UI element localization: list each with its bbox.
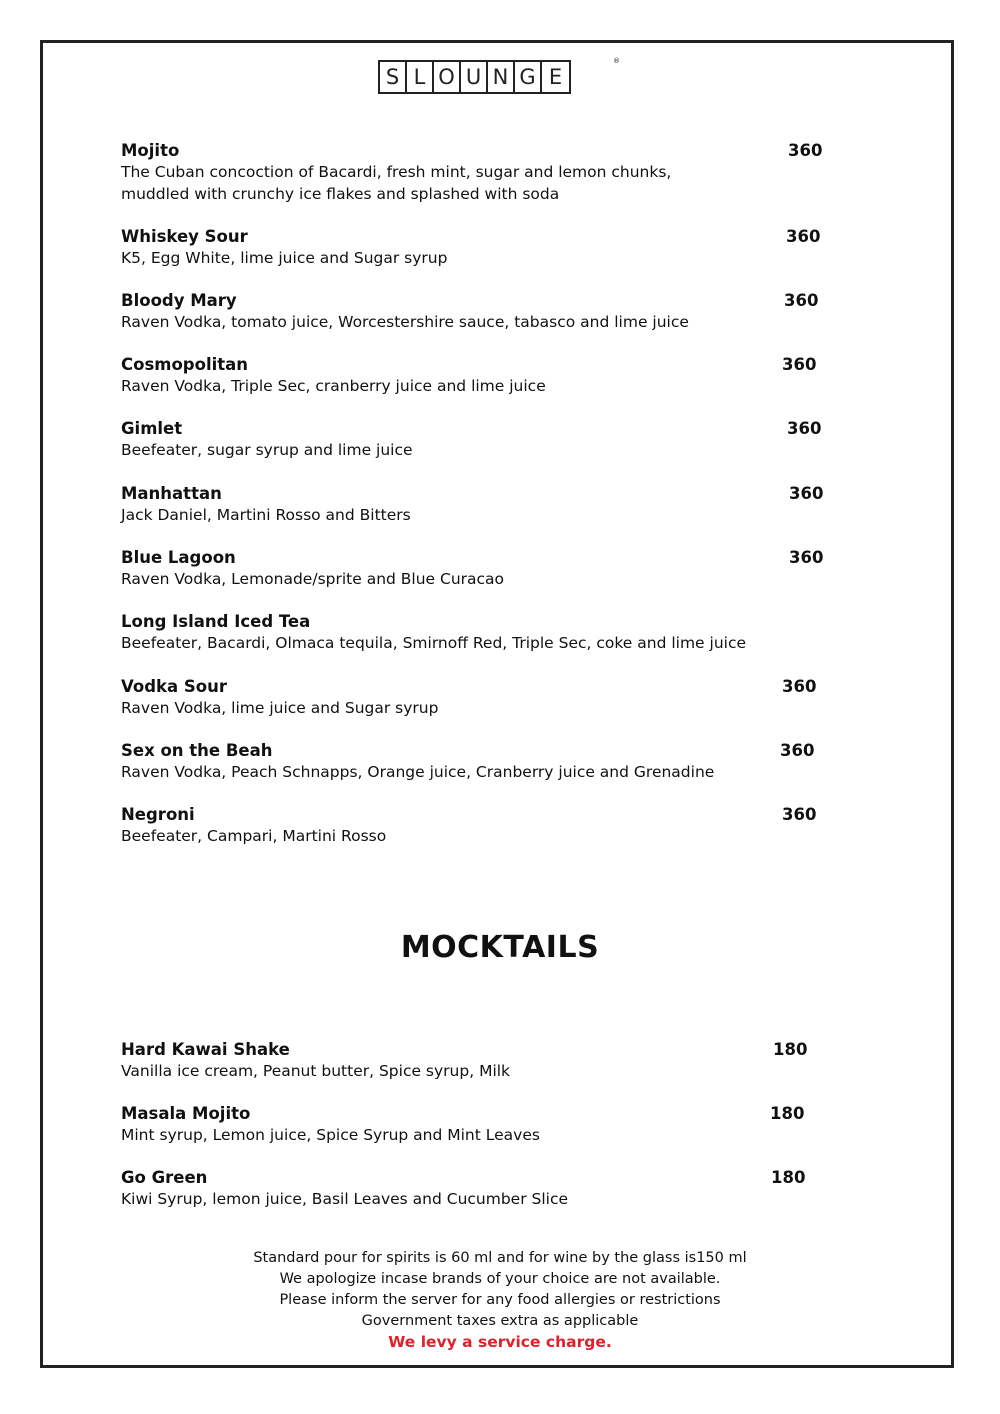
item-description: Mint syrup, Lemon juice, Spice Syrup and Mint Leaves (121, 1126, 540, 1144)
item-price: 180 (773, 1040, 808, 1059)
item-name: Manhattan (121, 484, 222, 503)
menu-item-long-island-iced-tea (121, 611, 821, 655)
item-name: Cosmopolitan (121, 355, 249, 374)
item-description: Kiwi Syrup, lemon juice, Basil Leaves and Cucumber Slice (121, 1190, 569, 1208)
item-name: Go Green (121, 1168, 208, 1187)
menu-item-negroni (121, 804, 821, 848)
menu-item-manhattan (121, 483, 824, 527)
item-description: Beefeater, Bacardi, Olmaca tequila, Smirnoff Red, Triple Sec, coke and lime juice (121, 634, 747, 652)
item-name: Masala Mojito (121, 1104, 251, 1123)
item-name: Hard Kawai Shake (121, 1040, 290, 1059)
footer-note: Government taxes extra as applicable (361, 1313, 639, 1329)
item-price: 360 (789, 484, 824, 503)
menu-item-blue-lagoon (121, 547, 824, 591)
menu-item-vodka-sour (121, 676, 821, 720)
item-price: 360 (782, 805, 817, 824)
menu-item-gimlet (121, 418, 821, 462)
item-name: Gimlet (121, 419, 183, 438)
item-name: Mojito (121, 141, 180, 160)
item-description: Jack Daniel, Martini Rosso and Bitters (121, 506, 411, 524)
item-price: 360 (784, 291, 819, 310)
menu-item-whiskey-sour (121, 226, 821, 270)
menu-item-mojito (121, 140, 821, 205)
logo-letter: N (488, 62, 515, 92)
logo-letter: G (515, 62, 542, 92)
logo-letter: L (407, 62, 434, 92)
item-description: Raven Vodka, Peach Schnapps, Orange juice, Cranberry juice and Grenadine (121, 763, 715, 781)
slounge-logo (378, 60, 571, 94)
item-name: Long Island Iced Tea (121, 612, 311, 631)
logo-letter: E (548, 65, 563, 89)
footer-note: Standard pour for spirits is 60 ml and for wine by the glass is150 ml (253, 1250, 747, 1266)
item-description: Raven Vodka, Lemonade/sprite and Blue Curacao (121, 570, 505, 588)
menu-footer (0, 1248, 1000, 1353)
item-price: 360 (782, 355, 817, 374)
item-price: 360 (789, 548, 824, 567)
item-price: 360 (787, 419, 822, 438)
item-price: 360 (786, 227, 821, 246)
menu-item-hard-kawai-shake (121, 1039, 821, 1083)
item-description: Beefeater, Campari, Martini Rosso (121, 827, 387, 845)
item-description: The Cuban concoction of Bacardi, fresh mint, sugar and lemon chunks, (121, 163, 672, 181)
item-name: Whiskey Sour (121, 227, 248, 246)
menu-item-cosmopolitan (121, 354, 821, 398)
item-description: Beefeater, sugar syrup and lime juice (121, 441, 413, 459)
item-price: 180 (771, 1168, 806, 1187)
item-name: Bloody Mary (121, 291, 237, 310)
footer-note: We apologize incase brands of your choice are not available. (279, 1271, 721, 1287)
item-description: Raven Vodka, tomato juice, Worcestershire sauce, tabasco and lime juice (121, 313, 689, 331)
mocktails-heading: MOCKTAILS (400, 930, 600, 965)
item-name: Blue Lagoon (121, 548, 236, 567)
logo-letter: S (380, 62, 407, 92)
item-description: Raven Vodka, lime juice and Sugar syrup (121, 699, 439, 717)
item-name: Sex on the Beah (121, 741, 273, 760)
item-description: Vanilla ice cream, Peanut butter, Spice syrup, Milk (121, 1062, 511, 1080)
service-charge-note: We levy a service charge. (388, 1333, 612, 1351)
item-price: 180 (770, 1104, 805, 1123)
item-price: 360 (788, 141, 823, 160)
item-name: Negroni (121, 805, 195, 824)
menu-item-masala-mojito (121, 1103, 821, 1147)
logo-letter: O (434, 62, 461, 92)
menu-item-sex-on-the-beah (121, 740, 821, 784)
item-description: muddled with crunchy ice flakes and splashed with soda (121, 184, 560, 203)
item-description: Raven Vodka, Triple Sec, cranberry juice and lime juice (121, 377, 546, 395)
footer-note: Please inform the server for any food allergies or restrictions (279, 1292, 721, 1308)
logo-letter: U (461, 62, 488, 92)
menu-item-go-green (121, 1167, 821, 1211)
item-name: Vodka Sour (121, 677, 227, 696)
menu-item-bloody-mary (121, 290, 821, 334)
item-description: K5, Egg White, lime juice and Sugar syrup (121, 249, 448, 267)
item-price: 360 (782, 677, 817, 696)
registered-mark: ® (613, 57, 620, 65)
item-price: 360 (780, 741, 815, 760)
